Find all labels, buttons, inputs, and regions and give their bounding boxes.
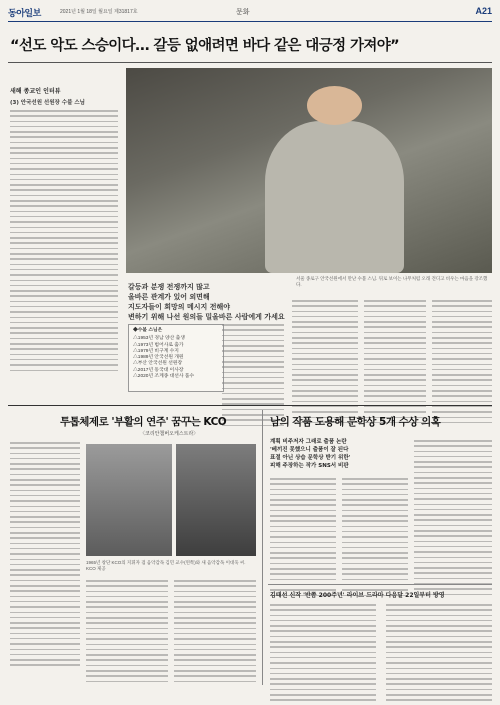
kco-headline: 투톱체제로 '부활의 연주' 꿈꾸는 KCO	[60, 416, 227, 428]
kco-text-col2	[86, 580, 168, 686]
monk-figure	[265, 78, 404, 273]
body-text-col4	[364, 300, 426, 427]
masthead	[8, 4, 492, 20]
plagiarism-lead: 계획 비주저자 그래로 출품 논란 '베끼진 못했으니 출품이 잘 된다 표절 아닌 상습 문학상 받기 위한' 피해 주장하는 작가 SNS서 비판	[270, 439, 351, 469]
body-text-col1	[10, 110, 118, 375]
kco-text-col3	[174, 580, 256, 686]
plagiarism-text-col2	[342, 478, 408, 600]
interview-subhead: (3) 안국선원 선원장 수불 스님	[10, 100, 85, 106]
page-number: A21	[475, 6, 492, 16]
kco-text-col1	[10, 442, 80, 670]
newspaper-logo: 동아일보	[8, 8, 41, 18]
section-divider	[8, 405, 492, 406]
kco-subhead: 〈코리안챔버오케스트라〉	[140, 431, 199, 437]
monk-photo	[126, 68, 492, 273]
section-name: 문화	[236, 9, 250, 16]
series-label: 새해 종교인 인터뷰	[10, 88, 61, 95]
main-headline: “선도 악도 스승이다… 갈등 없애려면 바다 같은 대긍정 가져야”	[10, 38, 400, 54]
plagiarism-text-col1	[270, 478, 336, 600]
conductor-photo-1	[86, 444, 172, 556]
plagiarism-text-col3	[414, 440, 492, 599]
body-text-col3	[292, 300, 358, 427]
pullquote: 갈등과 분쟁 전쟁까지 많고 올바른 관계가 있어 외면해 지도자들이 희망의 메시지 전해야 변하기 위해 나선 원의들 밀올바른 사람에게 가세요	[128, 283, 285, 321]
kco-photo-caption: 1965년 창단 KCO의 지휘자 겸 음악감독 김민 교수(왼쪽)와 새 음악감독 이대욱 씨. KCO 제공	[86, 560, 246, 571]
headline-rule	[8, 62, 492, 63]
profile-box: ◆수불 스님은 △1953년 경남 양산 출생 △1973년 범어사로 출가 △1979년 비구계 수지 △1989년 안국선원 개원 △부산 안국선원 선원장 △2017년 동국대 이사장 △2020년 조계종 대선사 품수	[128, 324, 224, 392]
column-rule	[262, 410, 263, 685]
brief-headline: 김태선 신작 '반쯤 200주년' 라이브 드라마 다음달 22일부터 방영	[270, 592, 445, 599]
body-text-col5	[432, 300, 492, 427]
brief-divider	[268, 584, 492, 585]
photo-caption: 서울 종로구 안국선원에서 만난 수불 스님. 뒤로 보이는 나무처럼 오래 견디고 비우는 마음을 강조했다.	[296, 276, 488, 287]
issue-date: 2021년 1월 18일 월요일 제31817호	[60, 9, 138, 15]
conductor-photo-2	[176, 444, 256, 556]
brief-text-col1	[270, 604, 376, 705]
brief-text-col2	[386, 604, 492, 705]
plagiarism-headline: 남의 작품 도용해 문학상 5개 수상 의혹	[270, 416, 441, 428]
masthead-rule	[8, 21, 492, 22]
